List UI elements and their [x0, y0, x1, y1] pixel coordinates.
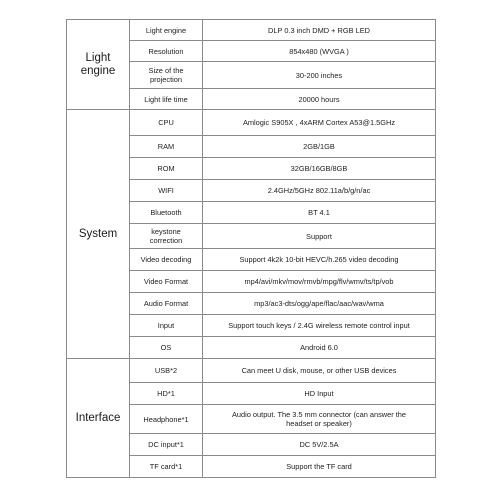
spec-label: TF card*1	[130, 456, 203, 478]
spec-value: mp3/ac3-dts/ogg/ape/flac/aac/wav/wma	[203, 293, 436, 315]
spec-label: Input	[130, 315, 203, 337]
spec-value: Amlogic S905X , 4xARM Cortex A53@1.5GHz	[203, 110, 436, 136]
spec-label: Bluetooth	[130, 202, 203, 224]
spec-value: Audio output. The 3.5 mm connector (can answer the headset or speaker)	[203, 405, 436, 434]
spec-value: Support the TF card	[203, 456, 436, 478]
spec-value: 854x480 (WVGA )	[203, 41, 436, 62]
spec-value: Support touch keys / 2.4G wireless remote control input	[203, 315, 436, 337]
spec-table-body	[67, 20, 436, 478]
spec-value: Support	[203, 224, 436, 249]
spec-label: Size of the projection	[130, 62, 203, 89]
spec-table	[66, 19, 436, 478]
spec-label: WIFI	[130, 180, 203, 202]
spec-value: DLP 0.3 inch DMD + RGB LED	[203, 20, 436, 41]
spec-label: RAM	[130, 136, 203, 158]
group-label: Interface	[67, 359, 130, 478]
group-label: Light engine	[67, 20, 130, 110]
spec-value: 2GB/1GB	[203, 136, 436, 158]
spec-label: Resolution	[130, 41, 203, 62]
spec-label: HD*1	[130, 383, 203, 405]
spec-row	[67, 20, 436, 41]
spec-label: ROM	[130, 158, 203, 180]
group-label: System	[67, 110, 130, 359]
spec-label: Light engine	[130, 20, 203, 41]
spec-label: Headphone*1	[130, 405, 203, 434]
spec-value: HD Input	[203, 383, 436, 405]
spec-label: Light life time	[130, 89, 203, 110]
spec-label: OS	[130, 337, 203, 359]
spec-label: USB*2	[130, 359, 203, 383]
spec-value: Support 4k2k 10-bit HEVC/h.265 video decoding	[203, 249, 436, 271]
spec-value: 32GB/16GB/8GB	[203, 158, 436, 180]
spec-row	[67, 359, 436, 383]
spec-label: Video Format	[130, 271, 203, 293]
spec-label: Audio Format	[130, 293, 203, 315]
spec-value: mp4/avi/mkv/mov/rmvb/mpg/flv/wmv/ts/tp/vob	[203, 271, 436, 293]
spec-value: BT 4.1	[203, 202, 436, 224]
spec-label: CPU	[130, 110, 203, 136]
spec-value: DC 5V/2.5A	[203, 434, 436, 456]
spec-label: DC input*1	[130, 434, 203, 456]
spec-row	[67, 110, 436, 136]
spec-value: 2.4GHz/5GHz 802.11a/b/g/n/ac	[203, 180, 436, 202]
spec-value: Can meet U disk, mouse, or other USB devices	[203, 359, 436, 383]
spec-label: keystone correction	[130, 224, 203, 249]
spec-label: Video decoding	[130, 249, 203, 271]
spec-value: Android 6.0	[203, 337, 436, 359]
spec-value: 20000 hours	[203, 89, 436, 110]
spec-value: 30-200 inches	[203, 62, 436, 89]
